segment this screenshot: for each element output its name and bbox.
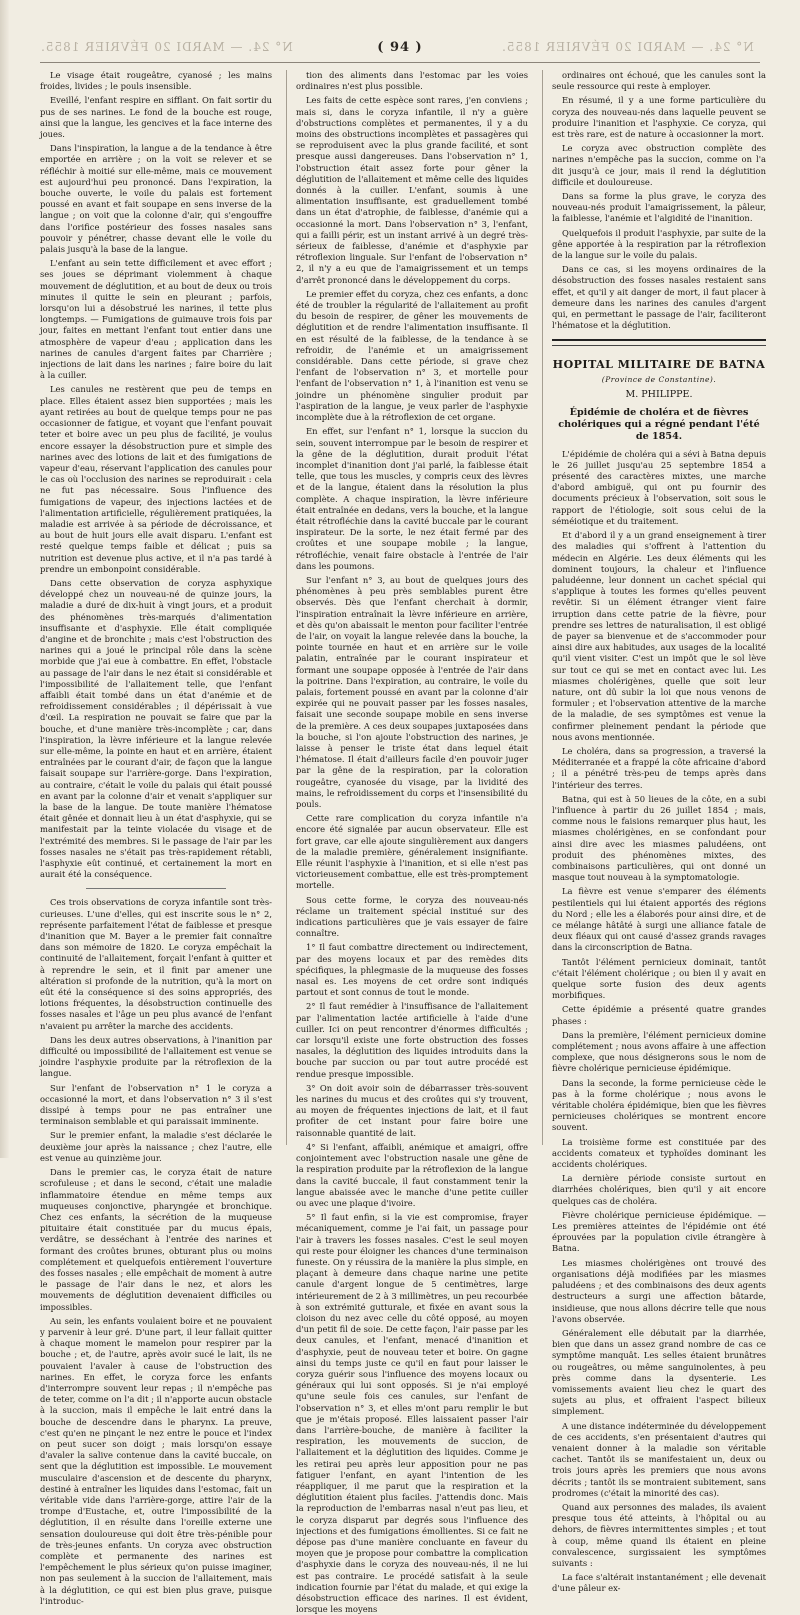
article-body <box>552 449 766 1595</box>
column-left <box>40 70 272 1606</box>
column-divider <box>286 70 287 1145</box>
paragraph: tion des aliments dans l'estomac par les voies ordinaires n'est plus possible. <box>296 70 528 92</box>
paragraph: Les canules ne restèrent que peu de temps en place. Elles étaient assez bien supportées ; mais les ayant retirées au bout de quelque temps pour ne pas occasionner de fatigue, et voyant que l'enfant pouvait teter et boire avec un peu plus de facilité, je voulus encore essayer la désobstruction pure et simple des narines avec des lotions de lait et des fumigations de vapeur d'eau, réservant l'application des canules pour le cas où l'occlusion des narines se reproduirait : cela ne fut pas nécessaire. Sous l'influence des fumigations de vapeur, des injections lactées et de l'alimentation artificielle, régulièrement pratiquées, la maladie est arrivée à sa période de décroissance, et au bout de huit jours elle avait disparu. L'enfant est resté quelque temps faible et délicat ; puis sa nutrition est devenue plus active, et il n'a pas tardé à prendre un embonpoint considérable. <box>40 384 272 574</box>
paragraph: 3° On doit avoir soin de débarrasser très-souvent les narines du mucus et des croûtes qui s'y trouvent, au moyen de fréquentes injections de lait, et il faut profiter de cet instant pour faire boire une raisonnable quantité de lait. <box>296 1082 528 1138</box>
paragraph: Dans sa forme la plus grave, le coryza des nouveau-nés produit l'amaigrissement, la pâleur, la faiblesse, l'anémie et l'algidité de l'inanition. <box>552 191 766 224</box>
paragraph: Quelquefois il produit l'asphyxie, par suite de la gêne apportée à la respiration par la rétroflexion de la langue sur le voile du palais. <box>552 227 766 261</box>
paragraph: Sur le premier enfant, la maladie s'est déclarée le deuxième jour après la naissance ; chez l'autre, elle est venue au quinzième jour. <box>40 1130 272 1163</box>
paragraph: Ces trois observations de coryza infantile sont très-curieuses. L'une d'elles, qui est inscrite sous le n° 2, représente parfaitement l'état de faiblesse et presque d'inanition que M. Bayer a le premier fait connaître dans son mémoire de 1820. Le coryza empêchait la continuité de l'allaitement, forçait l'enfant à quitter et à reprendre le sein, et il finit par amener une altération si profonde de la nutrition, qu'à la mort on eût été la conséquence si des soins appropriés, des lotions fréquentes, la désobstruction continuelle des fosses nasales et l'âge un peu plus avancé de l'enfant n'avaient pu arrêter la marche des accidents. <box>40 897 272 1031</box>
column-right <box>552 70 766 1594</box>
paragraph: Batna, qui est à 50 lieues de la côte, en a subi l'influence à partir du 26 juillet 1854 ; mais, comme nous le faisions remarquer plus haut, les miasmes cholérigènes, en se confondant pour ainsi dire avec les miasmes paludéens, ont produit des phénomènes mixtes, des combinaisons particulières, qui ont donné un masque tout nouveau à la symptomatologie. <box>552 793 766 883</box>
paragraph: 4° Si l'enfant, affaibli, anémique et amaigri, offre conjointement avec l'obstruction nasale une gêne de la respiration produite par la rétroflexion de la langue dans la cavité buccale, il faut constamment tenir la langue abaissée avec le manche d'une petite cuiller ou avec une plaque d'ivoire. <box>296 1141 528 1208</box>
paragraph: Fièvre cholérique pernicieuse épidémique. — Les premières atteintes de l'épidémie ont été éprouvées par la population civile étrangère à Batna. <box>552 1209 766 1254</box>
paragraph: ordinaires ont échoué, que les canules sont la seule ressource qui reste à employer. <box>552 70 766 92</box>
paragraph: La face s'altérait instantanément ; elle devenait d'une pâleur ex- <box>552 1572 766 1594</box>
paragraph: Quand aux personnes des malades, ils avaient presque tous été atteints, à l'hôpital ou au dehors, de fièvres intermittentes simples ; et tout à coup, même quand ils étaient en pleine convalescence, surgissaient les symptômes suivants : <box>552 1501 766 1568</box>
column-divider <box>542 70 543 1145</box>
paragraph: Dans l'inspiration, la langue a de la tendance à être emportée en arrière ; on la voit se relever et se réfléchir à moitié sur elle-même, mais ce mouvement est aujourd'hui peu prononcé. Dans l'expiration, la bouche ouverte, le voile du palais est fortement poussé en avant et fait soupape en sens inverse de la langue ; on voit que la colonne d'air, qui s'engouffre dans l'orifice postérieur des fosses nasales sans pouvoir y pénétrer, chasse devant elle le voile du palais jusqu'à la base de la langue. <box>40 143 272 255</box>
page-number: ( 94 ) <box>377 40 423 55</box>
paragraph: En résumé, il y a une forme particulière du coryza des nouveau-nés dans laquelle peuvent se produire l'inanition et l'asphyxie. Ce coryza, qui est très rare, est de nature à occasionner la mort. <box>552 95 766 140</box>
page-gutter-shadow <box>0 0 9 1158</box>
paragraph: A une distance indéterminée du développement de ces accidents, s'en présentaient d'autres qui venaient donner à la maladie son véritable cachet. Tantôt ils se manifestaient un, deux ou trois jours après les premiers que nous avons décrits ; tantôt ils se montraient subitement, sans prodromes (c'était la minorité des cas). <box>552 1420 766 1498</box>
paragraph: 5° Il faut enfin, si la vie est compromise, frayer mécaniquement, comme je l'ai fait, un passage pour l'air à travers les fosses nasales. C'est le seul moyen qui reste pour éloigner les chances d'une terminaison funeste. On y réussira de la manière la plus simple, en plaçant à demeure dans chaque narine une petite canule d'argent longue de 5 centimètres, large intérieurement de 2 à 3 millimètres, un peu recourbée à son extrémité gutturale, et fixée en avant sous la cloison du nez avec celle du côté opposé, au moyen d'un petit fil de soie. De cette façon, l'air passe par les deux canules, et l'enfant, menacé d'inanition et d'asphyxie, peut de nouveau teter et boire. On gagne ainsi du temps juste ce qu'il en faut pour laisser le coryza guérir sous l'influence des moyens locaux ou généraux qui lui sont opposés. Si je n'ai employé qu'une seule fois ces canules, sur l'enfant de l'observation n° 3, et elles m'ont paru remplir le but que je m'étais proposé. Elles laissaient passer l'air dans l'arrière-bouche, de manière à faciliter la respiration, les mouvements de succion, de l'allaitement et la déglutition des liquides. Comme je les retirai peu après leur apposition pour ne pas fatiguer l'enfant, en ayant l'intention de les réappliquer, il me parut que la respiration et la déglutition étaient plus faciles. J'attendis donc. Mais la reproduction de l'embarras nasal n'eut pas lieu, et le coryza disparut par degrés sous l'influence des injections et des fumigations émollientes. Si ce fait ne dépose pas d'une manière concluante en faveur du moyen que je propose pour combattre la complication d'asphyxie dans le coryza des nouveau-nés, il ne lui est pas contraire. Le procédé satisfait à la seule indication fournie par l'état du malade, et qui exige la désobstruction efficace des narines. Il est évident, lorsque les moyens <box>296 1212 529 1615</box>
paragraph: L'épidémie de choléra qui a sévi à Batna depuis le 26 juillet jusqu'au 25 septembre 1854 a présenté des caractères mixtes, une marche d'abord ambiguë, qui ont pu fournir des documents précieux à l'observation, soit sous le rapport de l'étiologie, soit sous celui de la séméiotique et du traitement. <box>552 448 766 526</box>
hospital-province: (Province de Constantine). <box>601 375 717 385</box>
paragraph: Le visage était rougeâtre, cyanosé ; les mains froides, livides ; le pouls insensible. <box>40 70 272 92</box>
paragraph: Le choléra, dans sa progression, a traversé la Méditerranée et a frappé la côte africaine d'abord ; il a pénétré très-peu de temps après dans l'intérieur des terres. <box>552 745 766 790</box>
paragraph: L'enfant au sein tette difficilement et avec effort ; ses joues se déprimant violemment à chaque mouvement de déglutition, et au bout de deux ou trois minutes il quitte le sein en pleurant ; parfois, lorsqu'on lui a désobstrué les narines, il tette plus longtemps. — Fumigations de guimauve trois fois par jour, faites en mettant l'enfant tout entier dans une atmosphère de vapeur d'eau ; application dans les narines de canules d'argent faites par Charrière ; injections de lait dans les narines ; faire boire du lait à la cuiller. <box>40 258 272 381</box>
paragraph: En effet, sur l'enfant n° 1, lorsque la succion du sein, souvent interrompue par le besoin de respirer et la gêne de la déglutition, durait produit l'état incomplet d'inanition dont j'ai parlé, la faiblesse était telle, que tous les muscles, y compris ceux des lèvres et de la langue, étaient dans la résolution la plus complète. A chaque inspiration, la lèvre inférieure était entraînée en dedans, vers la bouche, et la langue était rétrofléchie dans la cavité buccale par le courant inspirateur. De la sorte, le nez était fermé par des croûtes et une soupape mobile ; la langue, rétrofléchie, venait faire obstacle à l'entrée de l'air dans les poumons. <box>296 426 528 571</box>
paragraph: 2° Il faut remédier à l'insuffisance de l'allaitement par l'alimentation lactée artificielle à l'aide d'une cuiller. Ici on peut rencontrer d'énormes difficultés ; car lorsqu'il existe une forte obstruction des fosses nasales, la déglutition des liquides introduits dans la bouche par succion ou par tout autre procédé est rendue presque impossible. <box>296 1001 528 1079</box>
paragraph: Dans le premier cas, le coryza était de nature scrofuleuse ; et dans le second, c'était une maladie inflammatoire étendue en même temps aux muqueuses conjonctive, pharyngée et bronchique. Chez ces enfants, la sécrétion de la muqueuse pituitaire était constituée par du mucus épais, verdâtre, se desséchant à l'entrée des narines et formant des croûtes brunes, obturant plus ou moins complétement et quelquefois entièrement l'ouverture des fosses nasales ; elle empêchait de moment à autre le passage de l'air dans le nez, et alors les mouvements de déglutition devenaient difficiles ou impossibles. <box>40 1167 272 1312</box>
header-rule <box>40 62 760 63</box>
ornamental-rule <box>552 339 766 346</box>
paragraph: Sur l'enfant de l'observation n° 1 le coryza a occasionné la mort, et dans l'observation n° 3 il s'est dissipé à temps pour ne pas entraîner une terminaison semblable et qui paraissait imminente. <box>40 1082 272 1127</box>
paragraph: La fièvre est venue s'emparer des éléments pestilentiels qui lui étaient apportés des régions du Nord ; elle les a élaborés pour ainsi dire, et de ce mélange hâtâté à surgi une alliance fatale de deux fléaux qui ont causé d'assez grands ravages dans la circonscription de Batna. <box>552 886 766 953</box>
paragraph: Le premier effet du coryza, chez ces enfants, a donc été de troubler la régularité de l'allaitement au profit du besoin de respirer, de gêner les mouvements de déglutition et de rendre l'alimentation insuffisante. Il en est résulté de la faiblesse, de la tendance à se refroidir, de l'anémie et un amaigrissement considérable. Dans cette période, si grave chez l'enfant de l'observation n° 3, et mortelle pour l'enfant de l'observation n° 1, à l'inanition est venu se joindre un phénomène singulier produit par l'aspiration de la langue, je veux parler de l'asphyxie incomplète due à la rétroflexion de cet organe. <box>296 288 528 423</box>
paragraph: Dans la première, l'élément pernicieux domine complétement ; nous avons affaire à une affection complexe, que nous désignerons sous le nom de fièvre cholérique pernicieuse épidémique. <box>552 1029 766 1074</box>
paragraph: Tantôt l'élément pernicieux dominait, tantôt c'était l'élément cholérique ; ou bien il y avait en quelque sorte fusion des deux agents morbifiques. <box>552 956 766 1001</box>
paragraph: Dans ce cas, si les moyens ordinaires de la désobstruction des fosses nasales restaient sans effet, et qu'il y ait danger de mort, il faut placer à demeure dans les narines des canules d'argent qui, en permettant le passage de l'air, faciliteront l'hématose et la déglutition. <box>552 264 766 331</box>
paragraph: Et d'abord il y a un grand enseignement à tirer des maladies qui s'offrent à l'attention du médecin en Algérie. Les deux éléments qui les dominent toujours, la chaleur et l'influence paludéenne, leur donnent un cachet spécial qui s'applique à toutes les formes qu'elles peuvent revêtir. Si un élément étranger vient faire irruption dans cette patrie de la fièvre, pour prendre ses lettres de naturalisation, il est obligé de payer sa bienvenue et de s'accommoder pour ainsi dire aux habitudes, aux usages de la localité qu'il vient visiter. C'est un impôt que le sol lève sur tout ce qui se met en contact avec lui. Les miasmes cholérigènes, quelle que soit leur nature, ont dû subir la loi que nous venons de formuler ; et l'observation attentive de la marche de la maladie, de ses symptômes est venue la confirmer pleinement pendant la période que nous avons mentionnée. <box>552 530 766 742</box>
paragraph: La dernière période consiste surtout en diarrhées cholériques, bien qu'il y ait encore quelques cas de choléra. <box>552 1173 766 1206</box>
paragraph: Au sein, les enfants voulaient boire et ne pouvaient y parvenir à leur gré. D'une part, il leur fallait quitter à chaque moment le mamelon pour respirer par la bouche ; et, de l'autre, après avoir sucé le lait, ils ne pouvaient l'avaler à cause de l'obstruction des narines. En effet, le coryza force les enfants d'interrompre souvent leur repas ; il n'empêche pas de teter, comme on l'a dit ; il n'apporte aucun obstacle à la succion, mais il empêche le lait entré dans la bouche de descendre dans le pharynx. La preuve, c'est qu'en ne pinçant le nez entre le pouce et l'index on peut sucer son doigt ; mais lorsqu'on essaye d'avaler la salive contenue dans la cavité buccale, on sent que la déglutition est impossible. Le mouvement musculaire d'ascension et de descente du pharynx, destiné à entraîner les liquides dans l'estomac, fait un véritable vide dans l'arrière-gorge, attire l'air de la trompe d'Eustache, et, outre l'impossibilité de la déglutition, il en résulte dans l'oreille externe une sensation douloureuse qui doit être très-pénible pour de très-jeunes enfants. Un coryza avec obstruction complète et permanente des narines est l'empêchement le plus sérieux qu'on puisse imaginer, non pas seulement à la succion de l'allaitement, mais à la déglutition, ce qui est bien plus grave, puisque l'introduc- <box>40 1315 272 1606</box>
running-head <box>0 38 800 58</box>
paragraph: La troisième forme est constituée par des accidents comateux et typhoïdes dominant les accidents cholériques. <box>552 1136 766 1170</box>
paragraph: Sur l'enfant n° 3, au bout de quelques jours des phénomènes à peu près semblables purent être observés. Dès que l'enfant cherchait à dormir, l'inspiration entraînait la lèvre inférieure en arrière, et dès qu'on abaissait le menton pour faciliter l'entrée de l'air, on voyait la langue relevée dans la bouche, la pointe tournée en haut et en arrière sur le voile palatin, entraînée par le courant inspirateur et formant une soupape opposée à l'entrée de l'air dans la poitrine. Dans l'expiration, au contraire, le voile du palais, fortement poussé en avant par la colonne d'air expirée qui ne pouvait passer par les fosses nasales, faisait une seconde soupape mobile en sens inverse de la première. A ces deux soupapes juxtaposées dans la bouche, si l'on ajoute l'obstruction des narines, je laisse à penser le triste état dans lequel était l'hématose. Il était d'ailleurs facile d'en pouvoir juger par la gêne de la respiration, par la coloration rougeâtre, cyanosée du visage, par la lividité des mains, le refroidissement du corps et l'insensibilité du pouls. <box>296 574 528 809</box>
column-middle <box>296 70 529 1615</box>
running-head-bleedthrough-left: N° 24. — MARDI 20 FÉVRIER 1855. <box>40 40 293 54</box>
paragraph: Cette rare complication du coryza infantile n'a encore été signalée par aucun observateur. Elle est fort grave, car elle ajoute singulièrement aux dangers de la maladie première, généralement insignifiante. Elle réunit l'asphyxie à l'inanition, et si elle n'est pas victorieusement combattue, elle est très-promptement mortelle. <box>296 813 528 891</box>
paragraph: Dans cette observation de coryza asphyxique développé chez un nouveau-né de quinze jours, la maladie a duré de dix-huit à vingt jours, et a produit des phénomènes très-marqués d'alimentation insuffisante et d'asphyxie. Elle était compliquée d'angine et de bronchite ; mais c'est l'obstruction des narines qui a joué le principal rôle dans la scène morbide que j'ai eue à combattre. En effet, l'obstacle au passage de l'air dans le nez était si considérable et l'impossibilité de l'allaitement telle, que l'enfant affaibli était tombé dans un état d'anémie et de refroidissement considérables ; il dépérissait à vue d'œil. La respiration ne pouvait se faire que par la bouche, et d'une manière très-incomplète ; car, dans l'inspiration, la lèvre inférieure et la langue relevée sur elle-même, la pointe en haut et en arrière, étaient entraînées par le courant d'air, de façon que la langue faisait soupape sur l'arrière-gorge. Dans l'expiration, au contraire, c'était le voile du palais qui était poussé en avant par la colonne d'air et venait s'appliquer sur la base de la langue. De toute manière l'hématose était gênée et donnait lieu à un état d'asphyxie, qui se manifestait par la teinte violacée du visage et de l'extrémité des membres. Si le passage de l'air par les fosses nasales ne s'était pas très-rapidement rétabli, l'asphyxie eût continué, et certainement la mort en aurait été la conséquence. <box>40 577 272 880</box>
paragraph: 1° Il faut combattre directement ou indirectement, par des moyens locaux et par des remèdes dits spécifiques, la phlegmasie de la muqueuse des fosses nasal es. Les moyens de cet ordre sont indiqués partout et sont connus de tout le monde. <box>296 942 528 998</box>
section-divider <box>86 888 225 889</box>
paragraph: Les miasmes cholérigènes ont trouvé des organisations déjà modifiées par les miasmes paludéens ; et des combinaisons des deux agents destructeurs a surgi une affection bâtarde, insidieuse, que nous allons décrire telle que nous l'avons observée. <box>552 1257 766 1324</box>
paragraph: Eveillé, l'enfant respire en sifflant. On fait sortir du pus de ses narines. Le fond de la bouche est rouge, ainsi que la langue, les gencives et la face interne des joues. <box>40 95 272 140</box>
hospital-name: HOPITAL MILITAIRE DE BATNA <box>552 358 766 372</box>
paragraph: Les faits de cette espèce sont rares, j'en conviens ; mais si, dans le coryza infantile, il n'y a guère d'obstructions complètes et permanentes, il y a du moins des obstructions incomplètes et passagères qui se reproduisent avec la plus grande facilité, et sont presque aussi dangereuses. Dans l'observation n° 1, l'obstruction était assez forte pour gêner la déglutition de l'allaitement et même celle des liquides donnés à la cuiller. L'enfant, soumis à une alimentation insuffisante, est graduellement tombé dans un état d'atrophie, de faiblesse, d'anémie qui a occasionné la mort. Dans l'observation n° 3, l'enfant, qui a failli périr, est un instant arrivé à un degré très-sérieux de faiblesse, d'anémie et d'asphyxie par rétroflexion linguale. Sur l'enfant de l'observation n° 2, il n'y a eu que de l'amaigrissement et un temps d'arrêt prononcé dans le développement du corps. <box>296 95 528 285</box>
article-author: M. PHILIPPE. <box>625 389 693 401</box>
hospital-heading <box>552 358 766 387</box>
paragraph: Dans les deux autres observations, à l'inanition par difficulté ou impossibilité de l'allaitement est venue se joindre l'asphyxie produite par la rétroflexion de la langue. <box>40 1034 272 1079</box>
paragraph: Le coryza avec obstruction complète des narines n'empêche pas la succion, comme on l'a dit jusqu'à ce jour, mais il rend la déglutition difficile et douloureuse. <box>552 143 766 187</box>
paragraph: Cette épidémie a présenté quatre grandes phases : <box>552 1004 766 1026</box>
paragraph: Dans la seconde, la forme pernicieuse cède le pas à la forme cholérique ; nous avons le véritable choléra épidémique, bien que les fièvres pernicieuses cholériques se montrent encore souvent. <box>552 1077 766 1133</box>
article-title: Épidémie de choléra et de fièvres cholériques qui a régné pendant l'été de 1854. <box>558 406 760 442</box>
paragraph: Sous cette forme, le coryza des nouveau-nés réclame un traitement spécial institué sur des indications particulières que je vais essayer de faire connaître. <box>296 894 528 939</box>
running-head-bleedthrough-right: N° 24. — MARDI 20 FÉVRIER 1855. <box>501 40 754 54</box>
paragraph: Généralement elle débutait par la diarrhée, bien que dans un assez grand nombre de cas ce symptôme manquât. Les selles étaient brunâtres ou rougeâtres, ou même sanguinolentes, à peu près comme dans la dysenterie. Les vomissements avaient lieu chez le quart des sujets au plus, et offraient l'aspect bilieux simplement. <box>552 1327 766 1417</box>
